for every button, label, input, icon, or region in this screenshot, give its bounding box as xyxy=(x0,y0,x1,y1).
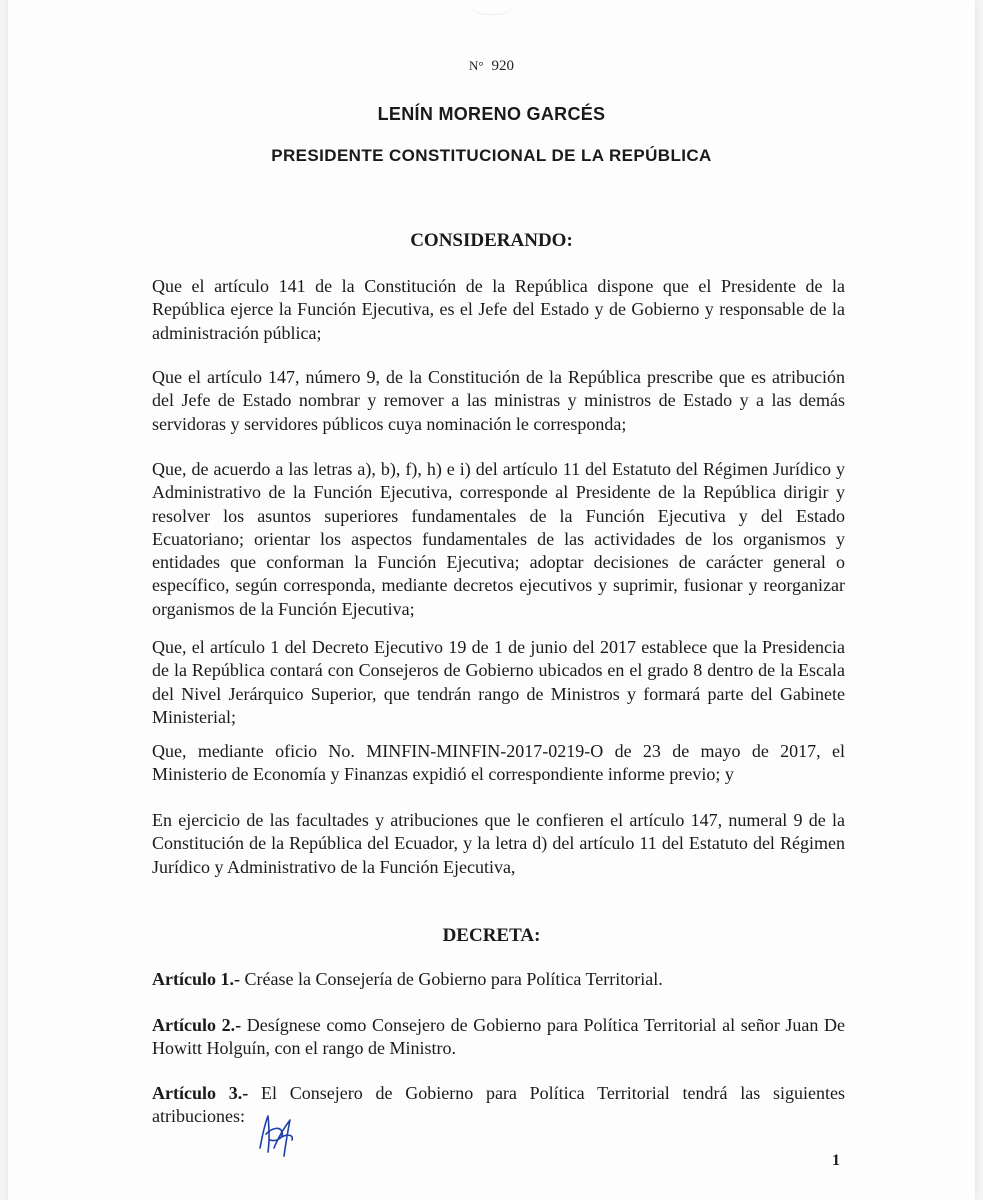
article-3-text: El Consejero de Gobierno para Política Territorial tendrá las siguientes atribuciones: xyxy=(152,1083,845,1127)
article-2-text: Desígnese como Consejero de Gobierno para Política Territorial al señor Juan De Howitt Holguín, con el rango de Ministro. xyxy=(152,1015,846,1059)
considerando-paragraph-1: Que el artículo 141 de la Constitución de la República dispone que el Presidente de la República ejerce la Función Ejecutiva, es el Jefe del Estado y de Gobierno y responsable de la administración pública; xyxy=(152,276,845,343)
page-number: 1 xyxy=(832,1152,840,1169)
article-1-label: Artículo 1.- xyxy=(152,969,240,989)
article-2-label: Artículo 2.- xyxy=(152,1015,242,1035)
article-1-text: Créase la Consejería de Gobierno para Política Territorial. xyxy=(244,969,663,989)
handwritten-initials xyxy=(254,1108,298,1160)
decree-number xyxy=(8,58,975,75)
decree-number-value: 920 xyxy=(491,58,515,74)
considerando-paragraph-4: Que, el artículo 1 del Decreto Ejecutivo 19 de 1 de junio del 2017 establece que la Presidencia de la República contará con Consejeros de Gobierno ubicados en el grado 8 dentro de la Escala del Nivel Jerárquico Superior, que tendrán rango de Ministros y formará parte del Gabinete Ministerial; xyxy=(152,637,845,727)
article-2 xyxy=(152,1014,845,1061)
president-title: PRESIDENTE CONSTITUCIONAL DE LA REPÚBLICA xyxy=(271,146,712,165)
document-page xyxy=(8,0,975,1200)
article-3-label: Artículo 3.- xyxy=(152,1083,249,1103)
considerando-paragraph-5: Que, mediante oficio No. MINFIN-MINFIN-2017-0219-O de 23 de mayo de 2017, el Ministerio de Economía y Finanzas expidió el correspondiente informe previo; y xyxy=(152,741,845,785)
considerando-heading: CONSIDERANDO: xyxy=(410,230,573,251)
article-1 xyxy=(152,968,845,991)
decreta-heading: DECRETA: xyxy=(442,925,541,946)
considerando-paragraph-6: En ejercicio de las facultades y atribuciones que le confieren el artículo 147, numeral 9 de la Constitución de la República del Ecuador, y la letra d) del artículo 11 del Estatuto del Régimen Jurídico y Administrativo de la Función Ejecutiva, xyxy=(152,810,845,877)
president-name: LENÍN MORENO GARCÉS xyxy=(377,104,606,124)
considerando-paragraph-2: Que el artículo 147, número 9, de la Constitución de la República prescribe que es atribución del Jefe de Estado nombrar y remover a las ministras y ministros de Estado y a las demás servidoras y servidores públicos cuya nominación le corresponda; xyxy=(152,367,845,434)
decree-number-label: N° xyxy=(468,58,484,73)
considerando-paragraph-3: Que, de acuerdo a las letras a), b), f), h) e i) del artículo 11 del Estatuto del Régimen Jurídico y Administrativo de la Función Ejecutiva, corresponde al Presidente de la República dirigir y resolver los asuntos superiores fundamentales de la Función Ejecutiva y del Estado Ecuatoriano; orientar los aspectos fundamentales de las actividades de los organismos y entidades que conforman la Función Ejecutiva; adoptar decisiones de carácter general o específico, según corresponda, mediante decretos ejecutivos y suprimir, fusionar y reorganizar organismos de la Función Ejecutiva; xyxy=(152,459,845,619)
seal-watermark xyxy=(470,0,514,15)
